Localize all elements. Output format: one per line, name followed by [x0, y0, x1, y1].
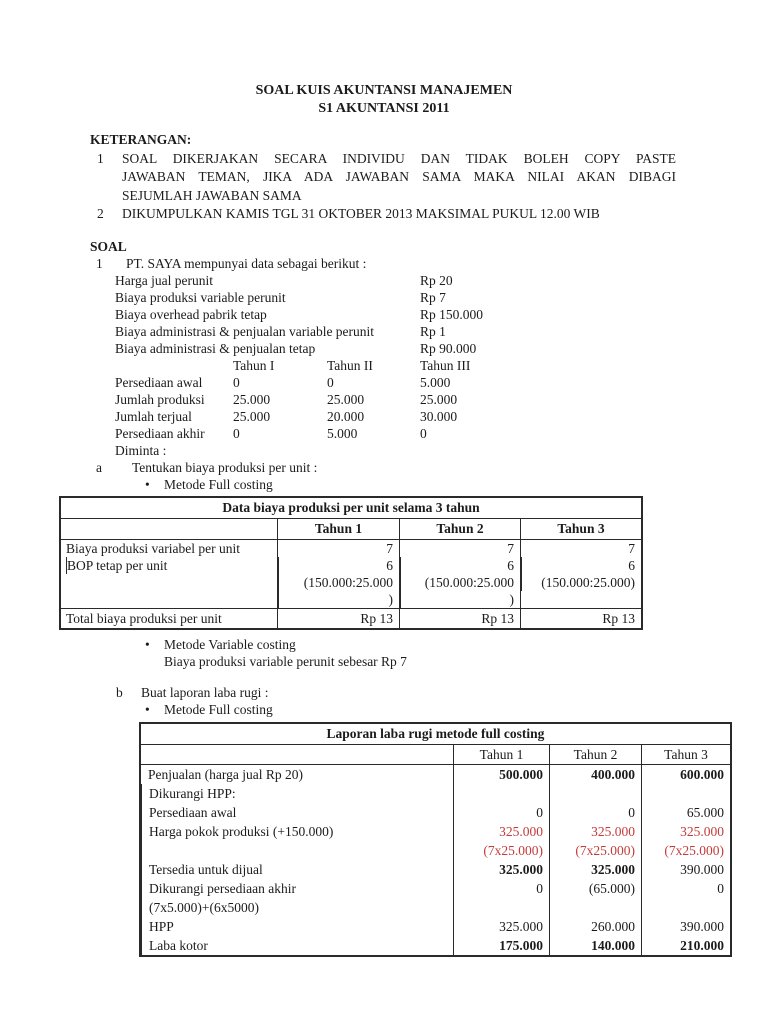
- item-text: [122, 150, 676, 206]
- item-text-line: JAWABAN TEMAN, JIKA ADA JAWABAN SAMA MAKA NILAI AKAN DIBAGI: [122, 169, 676, 184]
- data-row-label: Biaya administrasi & penjualan tetap: [115, 340, 316, 356]
- cost-table-value-line: 6: [400, 557, 514, 574]
- income-cell: 325.000: [453, 860, 549, 879]
- data-row-value: Rp 150.000: [420, 306, 484, 322]
- point-b: [90, 684, 676, 701]
- cost-table-value-line: (150.000:25.000: [400, 574, 514, 591]
- year-row: [90, 391, 676, 408]
- year-row-label: Jumlah terjual: [115, 408, 192, 424]
- income-table-header-row: [141, 745, 730, 765]
- income-table-header-spacer: [141, 745, 453, 764]
- income-row-label: Persediaan awal: [141, 803, 453, 822]
- year-row: [90, 374, 676, 391]
- keterangan-item: [90, 150, 676, 206]
- cost-table-total-value: Rp 13: [520, 609, 641, 628]
- data-row: [90, 272, 676, 289]
- data-row-label: Biaya overhead pabrik tetap: [115, 306, 267, 322]
- soal-section: [90, 238, 676, 493]
- cost-table-title: Data biaya produksi per unit selama 3 tahun: [61, 498, 641, 519]
- data-row: [90, 323, 676, 340]
- cost-table-total-label: Total biaya produksi per unit: [66, 610, 222, 626]
- cost-table-value-line: 7: [507, 540, 514, 556]
- year-row-value: 5.000: [327, 425, 358, 441]
- cost-table-value-line: (150.000:25.000: [278, 574, 393, 591]
- year-row-value: 25.000: [233, 391, 271, 407]
- cost-table-value-line: ): [278, 591, 393, 608]
- cost-table-total-row: [61, 609, 641, 628]
- year-header-cell: Tahun I: [233, 357, 275, 373]
- income-cell: (65.000): [549, 879, 641, 898]
- variable-costing-bullet-label: Metode Variable costing: [164, 636, 296, 652]
- cost-table-header-cell: Tahun 1: [277, 519, 399, 539]
- year-header-cell: Tahun III: [420, 357, 471, 373]
- cost-table-value-line: ): [400, 591, 514, 608]
- document-subtitle: S1 AKUNTANSI 2011: [318, 101, 450, 116]
- year-row-label: Jumlah produksi: [115, 391, 205, 407]
- income-row-label: (7x5.000)+(6x5000): [141, 898, 453, 917]
- income-row-label: Dikurangi HPP:: [141, 784, 453, 803]
- data-row: [90, 289, 676, 306]
- item-text-line: SOAL DIKERJAKAN SECARA INDIVIDU DAN TIDAK BOLEH COPY PASTE: [122, 150, 676, 166]
- year-row-value: 20.000: [327, 408, 365, 424]
- income-cell: [453, 784, 549, 803]
- income-cell: (7x25.000): [641, 841, 730, 860]
- year-row-value: 30.000: [420, 408, 458, 424]
- income-cell: [549, 784, 641, 803]
- year-row-label: Persediaan awal: [115, 374, 203, 390]
- item-text-line: SEJUMLAH JAWABAN SAMA: [122, 187, 302, 203]
- cost-table-label-cell: [61, 540, 277, 608]
- bullet-icon: •: [145, 476, 150, 492]
- income-row-label: Penjualan (harga jual Rp 20): [148, 766, 303, 782]
- item-text: [122, 205, 676, 224]
- year-row-value: 0: [420, 425, 427, 441]
- item-number: 2: [97, 206, 104, 221]
- income-cell: 0: [549, 803, 641, 822]
- year-table-rows: [90, 374, 676, 442]
- bullet-icon: •: [145, 701, 150, 717]
- income-cell: [641, 898, 730, 917]
- income-cell: 65.000: [641, 803, 730, 822]
- soal-heading: SOAL: [90, 238, 127, 254]
- full-costing-bullet-line-2: [90, 701, 676, 718]
- cost-table-total-value: Rp 13: [277, 609, 399, 628]
- variable-costing-note: Biaya produksi variable perunit sebesar Rp 7: [164, 653, 407, 669]
- income-row-label: Harga pokok produksi (+150.000): [141, 822, 453, 841]
- income-cell: 400.000: [549, 765, 641, 784]
- cost-table-body-row: [61, 540, 641, 609]
- year-row-value: 0: [327, 374, 334, 390]
- year-row-value: 0: [233, 374, 240, 390]
- soal-intro: PT. SAYA mempunyai data sebagai berikut :: [126, 255, 367, 271]
- soal-item-number: 1: [96, 255, 103, 271]
- cost-table-value-cell: [277, 540, 399, 608]
- income-cell: 325.000: [453, 917, 549, 936]
- income-cell: [641, 784, 730, 803]
- income-row-label: HPP: [141, 917, 453, 936]
- income-cell: 325.000: [453, 822, 549, 841]
- cost-table-value-line: 6: [278, 557, 393, 574]
- income-cell: 260.000: [549, 917, 641, 936]
- full-costing-bullet-label: Metode Full costing: [164, 476, 273, 492]
- income-cell: 600.000: [641, 765, 730, 784]
- document-title-block: [0, 0, 768, 118]
- income-table-body: [141, 765, 730, 955]
- full-costing-bullet-line: [90, 476, 676, 493]
- cost-table-value-line: 7: [386, 540, 393, 556]
- cost-table-label-line: Biaya produksi variabel per unit: [66, 540, 240, 556]
- variable-costing-bullet-line: [90, 636, 676, 653]
- data-row: [90, 340, 676, 357]
- diminta-label: Diminta :: [115, 442, 167, 458]
- point-a: [90, 459, 676, 476]
- income-table-header-cell: Tahun 2: [549, 745, 641, 764]
- document-title: SOAL KUIS AKUNTANSI MANAJEMEN: [255, 83, 513, 98]
- cost-data-list: [90, 272, 676, 357]
- full-costing-bullet-label-2: Metode Full costing: [164, 701, 273, 717]
- cost-table-header-row: [61, 519, 641, 540]
- data-row-value: Rp 20: [420, 272, 453, 288]
- income-cell: 325.000: [549, 822, 641, 841]
- data-row-value: Rp 90.000: [420, 340, 477, 356]
- year-row-value: 25.000: [233, 408, 271, 424]
- cost-table-label-line: BOP tetap per unit: [66, 557, 277, 574]
- year-row-value: 5.000: [420, 374, 451, 390]
- item-text-line: DIKUMPULKAN KAMIS TGL 31 OKTOBER 2013 MAKSIMAL PUKUL 12.00 WIB: [122, 206, 600, 221]
- data-row-label: Harga jual perunit: [115, 272, 213, 288]
- income-cell: (7x25.000): [549, 841, 641, 860]
- income-cell: 175.000: [453, 936, 549, 955]
- income-row-label: Laba kotor: [141, 936, 453, 955]
- income-cell: 325.000: [641, 822, 730, 841]
- keterangan-heading: KETERANGAN:: [90, 132, 192, 147]
- cost-table-total-value: Rp 13: [399, 609, 520, 628]
- data-row-value: Rp 1: [420, 323, 446, 339]
- year-header-spacer: [90, 357, 233, 374]
- income-cell: 0: [453, 803, 549, 822]
- soal-item: [90, 255, 676, 272]
- income-row-label: [141, 841, 453, 860]
- year-row: [90, 425, 676, 442]
- income-cell: 0: [453, 879, 549, 898]
- cost-table-value-line: 6: [521, 557, 635, 574]
- cost-table-value-cell: [399, 540, 520, 608]
- income-cell: [453, 898, 549, 917]
- income-statement-table: [139, 722, 732, 957]
- cost-table-value-line: (150.000:25.000): [521, 574, 635, 591]
- income-table-header-cell: Tahun 3: [641, 745, 730, 764]
- income-cell: 500.000: [453, 765, 549, 784]
- income-table-header-cell: Tahun 1: [453, 745, 549, 764]
- point-a-letter: a: [96, 459, 102, 475]
- data-row-label: Biaya administrasi & penjualan variable perunit: [115, 323, 375, 339]
- income-cell: [549, 898, 641, 917]
- cost-table-header-cell: Tahun 2: [399, 519, 520, 539]
- year-row-value: 25.000: [420, 391, 458, 407]
- income-cell: 140.000: [549, 936, 641, 955]
- income-cell: (7x25.000): [453, 841, 549, 860]
- cost-per-unit-table: [59, 496, 643, 630]
- point-b-text: Buat laporan laba rugi :: [141, 684, 269, 700]
- income-cell: 390.000: [641, 860, 730, 879]
- income-cell: 0: [641, 879, 730, 898]
- keterangan-list: [90, 150, 676, 224]
- year-row-label: Persediaan akhir: [115, 425, 205, 441]
- cost-table-value-cell: [520, 540, 641, 608]
- income-cell: 390.000: [641, 917, 730, 936]
- bullet-icon: •: [145, 636, 150, 652]
- data-row-label: Biaya produksi variable perunit: [115, 289, 286, 305]
- cost-table-value-line: 7: [628, 540, 635, 556]
- year-table-header: [90, 357, 676, 374]
- cost-table-header-cell: Tahun 3: [520, 519, 641, 539]
- year-header-cell: Tahun II: [327, 357, 373, 373]
- income-row-label: Tersedia untuk dijual: [141, 860, 453, 879]
- year-row-value: 0: [233, 425, 240, 441]
- middle-section: [90, 636, 676, 718]
- year-row-value: 25.000: [327, 391, 365, 407]
- year-row: [90, 408, 676, 425]
- income-row-label: Dikurangi persediaan akhir: [141, 879, 453, 898]
- data-row-value: Rp 7: [420, 289, 446, 305]
- item-number: 1: [97, 150, 104, 166]
- income-table-title: Laporan laba rugi metode full costing: [141, 724, 730, 745]
- point-a-text: Tentukan biaya produksi per unit :: [132, 459, 318, 475]
- keterangan-item: [90, 205, 676, 224]
- keterangan-section: [90, 131, 676, 224]
- cost-table-header-spacer: [61, 519, 277, 539]
- point-b-letter: b: [116, 684, 123, 700]
- income-cell: 210.000: [641, 936, 730, 955]
- income-cell: 325.000: [549, 860, 641, 879]
- data-row: [90, 306, 676, 323]
